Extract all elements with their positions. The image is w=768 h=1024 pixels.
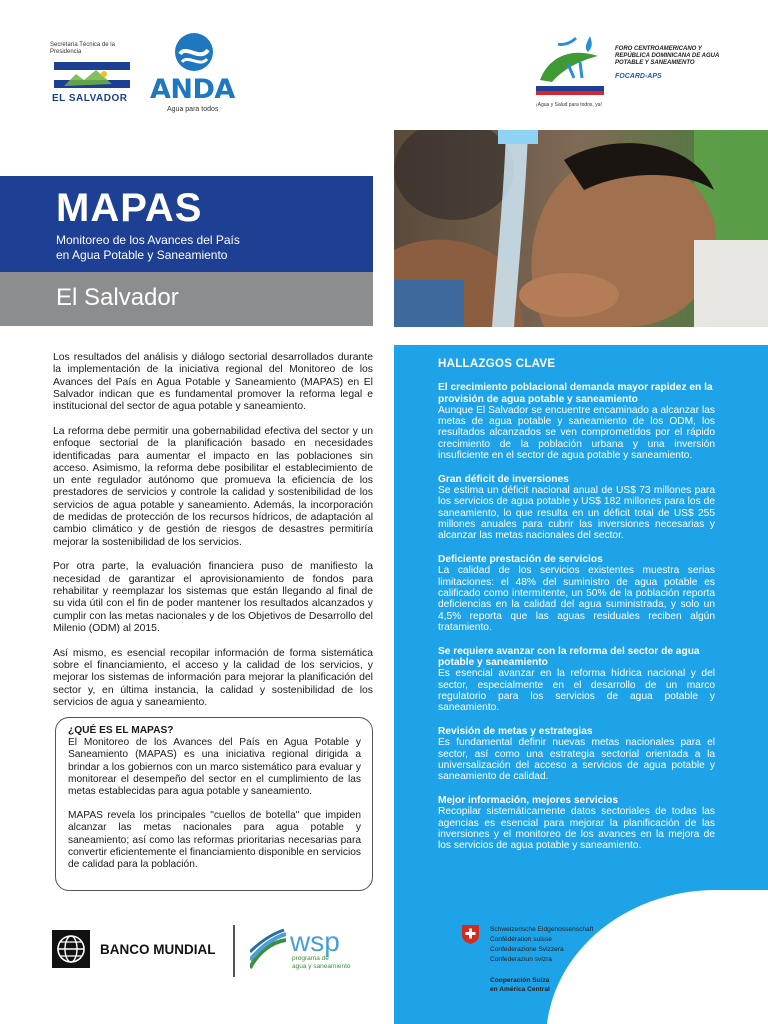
el-salvador-logo: [50, 42, 136, 106]
finding-body: Es esencial avanzar en la reforma hídrica nacional y del sector, especialmente en el desarrollo de un marco regulatorio para los servicios de agua potable y saneamiento.: [438, 668, 715, 714]
intro-text: [53, 352, 373, 722]
focard-slogan: ¡Agua y Salud para todos, ya!: [536, 102, 602, 108]
anda-drop-icon: [174, 32, 214, 74]
el-salvador-wordmark: EL SALVADOR: [52, 93, 128, 104]
focard-acronym: FOCARD-APS: [615, 73, 662, 80]
swiss-confederation-names: [490, 925, 593, 965]
subtitle-line-2: en Agua Potable y Saneamiento: [56, 248, 228, 262]
swiss-shield-icon: [462, 925, 479, 944]
world-bank-globe-icon: [52, 930, 90, 968]
swiss-coop-line-1: Cooperación Suiza: [490, 977, 550, 984]
page-subtitle: [56, 233, 240, 263]
finding-title: Se requiere avanzar con la reforma del sector de agua potable y saneamiento: [438, 645, 700, 669]
key-findings-content: [438, 359, 715, 864]
wsp-logo: [250, 926, 370, 974]
finding-item: [438, 474, 715, 542]
intro-paragraph-1: Los resultados del análisis y diálogo sectorial desarrollados durante la implementación de la iniciativa regional del Monitoreo de los Avances del País en Agua Potable y Saneamiento (MAPAS) en El Salvador indican que es fundamental promover la reforma legal e institucional del sector de agua potable y saneamiento.: [53, 352, 373, 413]
swiss-name-de: Schweizerische Eidgenossenschaft: [490, 926, 594, 933]
finding-title: El crecimiento poblacional demanda mayor rapidez en la provisión de agua potable y saneamiento: [438, 382, 713, 405]
secretaria-label: Secretaría Técnica de la Presidencia: [50, 42, 115, 55]
wsp-wordmark: wsp: [290, 926, 340, 957]
finding-body: Recopilar sistemáticamente datos sectoriales de todas las agencias es esencial para mejorar la planificación de las inversiones y el monitoreo de los avances en la mejora de los servicios de agua potable y saneamiento.: [438, 806, 715, 852]
focard-title: FORO CENTROAMERICANO Y REPÚBLICA DOMINICANA DE AGUA POTABLE Y SANEAMIENTO: [615, 46, 720, 66]
child-drinking-water-image: [394, 130, 768, 327]
finding-title: Gran déficit de inversiones: [438, 473, 569, 485]
finding-item: [438, 795, 715, 851]
intro-paragraph-2: La reforma debe permitir una gobernabilidad efectiva del sector y un enfoque sectorial de la planificación basado en necesidades identificadas para aumentar el impacto en las poblaciones sin acceso. Asimismo, la reforma debe posibilitar el establecimiento de un ente regulador autónomo que promueva la eficiencia de los prestadores de servicios y controle la calidad y sostenibilidad de los servicios de agua potable y saneamiento. Además, la incorporación de medidas de protección de los recursos hídricos, de adaptación al cambio climático y de gestión de riesgos de desastres permitiría mejorar la sostenibilidad de los servicios.: [53, 425, 373, 548]
footer-divider: [233, 925, 235, 977]
focard-logo: [530, 34, 740, 112]
page-title: MAPAS: [56, 186, 203, 230]
swiss-cooperation-logo: [462, 925, 622, 995]
country-band: [0, 272, 373, 326]
finding-item: [438, 382, 715, 461]
title-band: [0, 176, 373, 272]
finding-body: La calidad de los servicios existentes muestra serias limitaciones: el 48% del suministro de agua potable es calificado como intermitente, un 50% de la población reporta deficiencias en la calidad del agua suministrada, y solo un 4,5% reporta que las aguas residuales reciben algún tratamiento.: [438, 565, 715, 633]
finding-item: [438, 554, 715, 633]
anda-tagline: Agua para todos: [167, 106, 219, 113]
finding-item: [438, 726, 715, 782]
anda-wordmark: ANDA: [150, 74, 235, 105]
swiss-cooperation-label: [490, 976, 550, 994]
key-findings-heading: HALLAZGOS CLAVE: [438, 358, 556, 370]
wsp-subtitle-line-1: programa de: [292, 955, 329, 962]
swiss-name-rm: Confederaziun svizra: [490, 956, 552, 963]
intro-paragraph-3: Por otra parte, la evaluación financiera puso de manifiesto la necesidad de garantizar el aprovisionamiento de fondos para rehabilitar y reemplazar los sistemas que están llegando al final de su vida útil con el fin de poder mantener los resultados alcanzados y cumplir con las metas nacionales y de los Objetivos de Desarrollo del Milenio (ODM) al 2015.: [53, 561, 373, 634]
what-is-mapas-paragraph-1: El Monitoreo de los Avances del País en Agua Potable y Saneamiento (MAPAS) es una iniciativa regional dirigida a brindar a los gobiernos con un marco sistemático para evaluar y monitorear el desempeño del sector en el cumplimiento de las metas establecidas para agua potable y saneamiento.: [68, 737, 361, 798]
intro-paragraph-4: Así mismo, es esencial recopilar información de forma sistemática sobre el financiamiento, el acceso y la calidad de los servicios, y mejorar los sistemas de información para mejorar la planificación del sector y, en última instancia, la calidad y sostenibilidad de los servicios de agua y saneamiento.: [53, 647, 373, 708]
finding-body: Aunque El Salvador se encuentre encaminado a alcanzar las metas de agua potable y saneamiento de los ODM, los resultados alcanzados se ven comprometidos por el rápido crecimiento de la población urbana y una inversión insuficiente en el sector de agua potable y saneamiento.: [438, 404, 715, 462]
finding-title: Deficiente prestación de servicios: [438, 554, 603, 566]
what-is-mapas-box: [55, 717, 373, 891]
wsp-subtitle: [292, 955, 351, 971]
swiss-name-it: Confederazione Svizzera: [490, 946, 564, 953]
finding-body: Es fundamental definir nuevas metas nacionales para el sector, así como una estrategia sectorial orientada a la universalización del acceso a servicios de agua potable y saneamiento de calidad.: [438, 737, 715, 783]
banco-mundial-wordmark: BANCO MUNDIAL: [100, 942, 216, 957]
finding-title: Mejor información, mejores servicios: [438, 795, 619, 806]
subtitle-line-1: Monitoreo de los Avances del País: [56, 233, 240, 247]
what-is-mapas-heading: ¿QUÉ ES EL MAPAS?: [68, 725, 174, 736]
finding-body: Se estima un déficit nacional anual de US$ 73 millones para los servicios de agua potable y US$ 182 millones para los de saneamiento, lo que resulta en un déficit total de US$ 255 millones anuales para cubrir las inversiones necesarias y alcanzar las metas nacionales del sector.: [438, 485, 715, 542]
el-salvador-flag-icon: [54, 62, 130, 88]
cover-photo: [394, 130, 768, 327]
wsp-emblem-icon: [250, 928, 286, 972]
banco-mundial-logo: [52, 930, 232, 970]
wsp-subtitle-line-2: agua y saneamiento: [292, 963, 351, 970]
finding-title: Revisión de metas y estrategias: [438, 726, 593, 738]
anda-logo: [150, 30, 242, 118]
country-title: El Salvador: [56, 284, 179, 311]
finding-item: [438, 646, 715, 714]
swiss-name-fr: Confédération suisse: [490, 936, 552, 943]
swiss-coop-line-2: en América Central: [490, 986, 550, 993]
what-is-mapas-paragraph-2: MAPAS revela los principales "cuellos de botella" que impiden alcanzar las metas nacionales para agua potable y saneamiento; así como las reformas prioritarias necesarias para convertir eficientemente el financiamiento disponible en servicios de calidad para la población.: [68, 810, 361, 871]
focard-emblem-icon: [530, 34, 610, 100]
